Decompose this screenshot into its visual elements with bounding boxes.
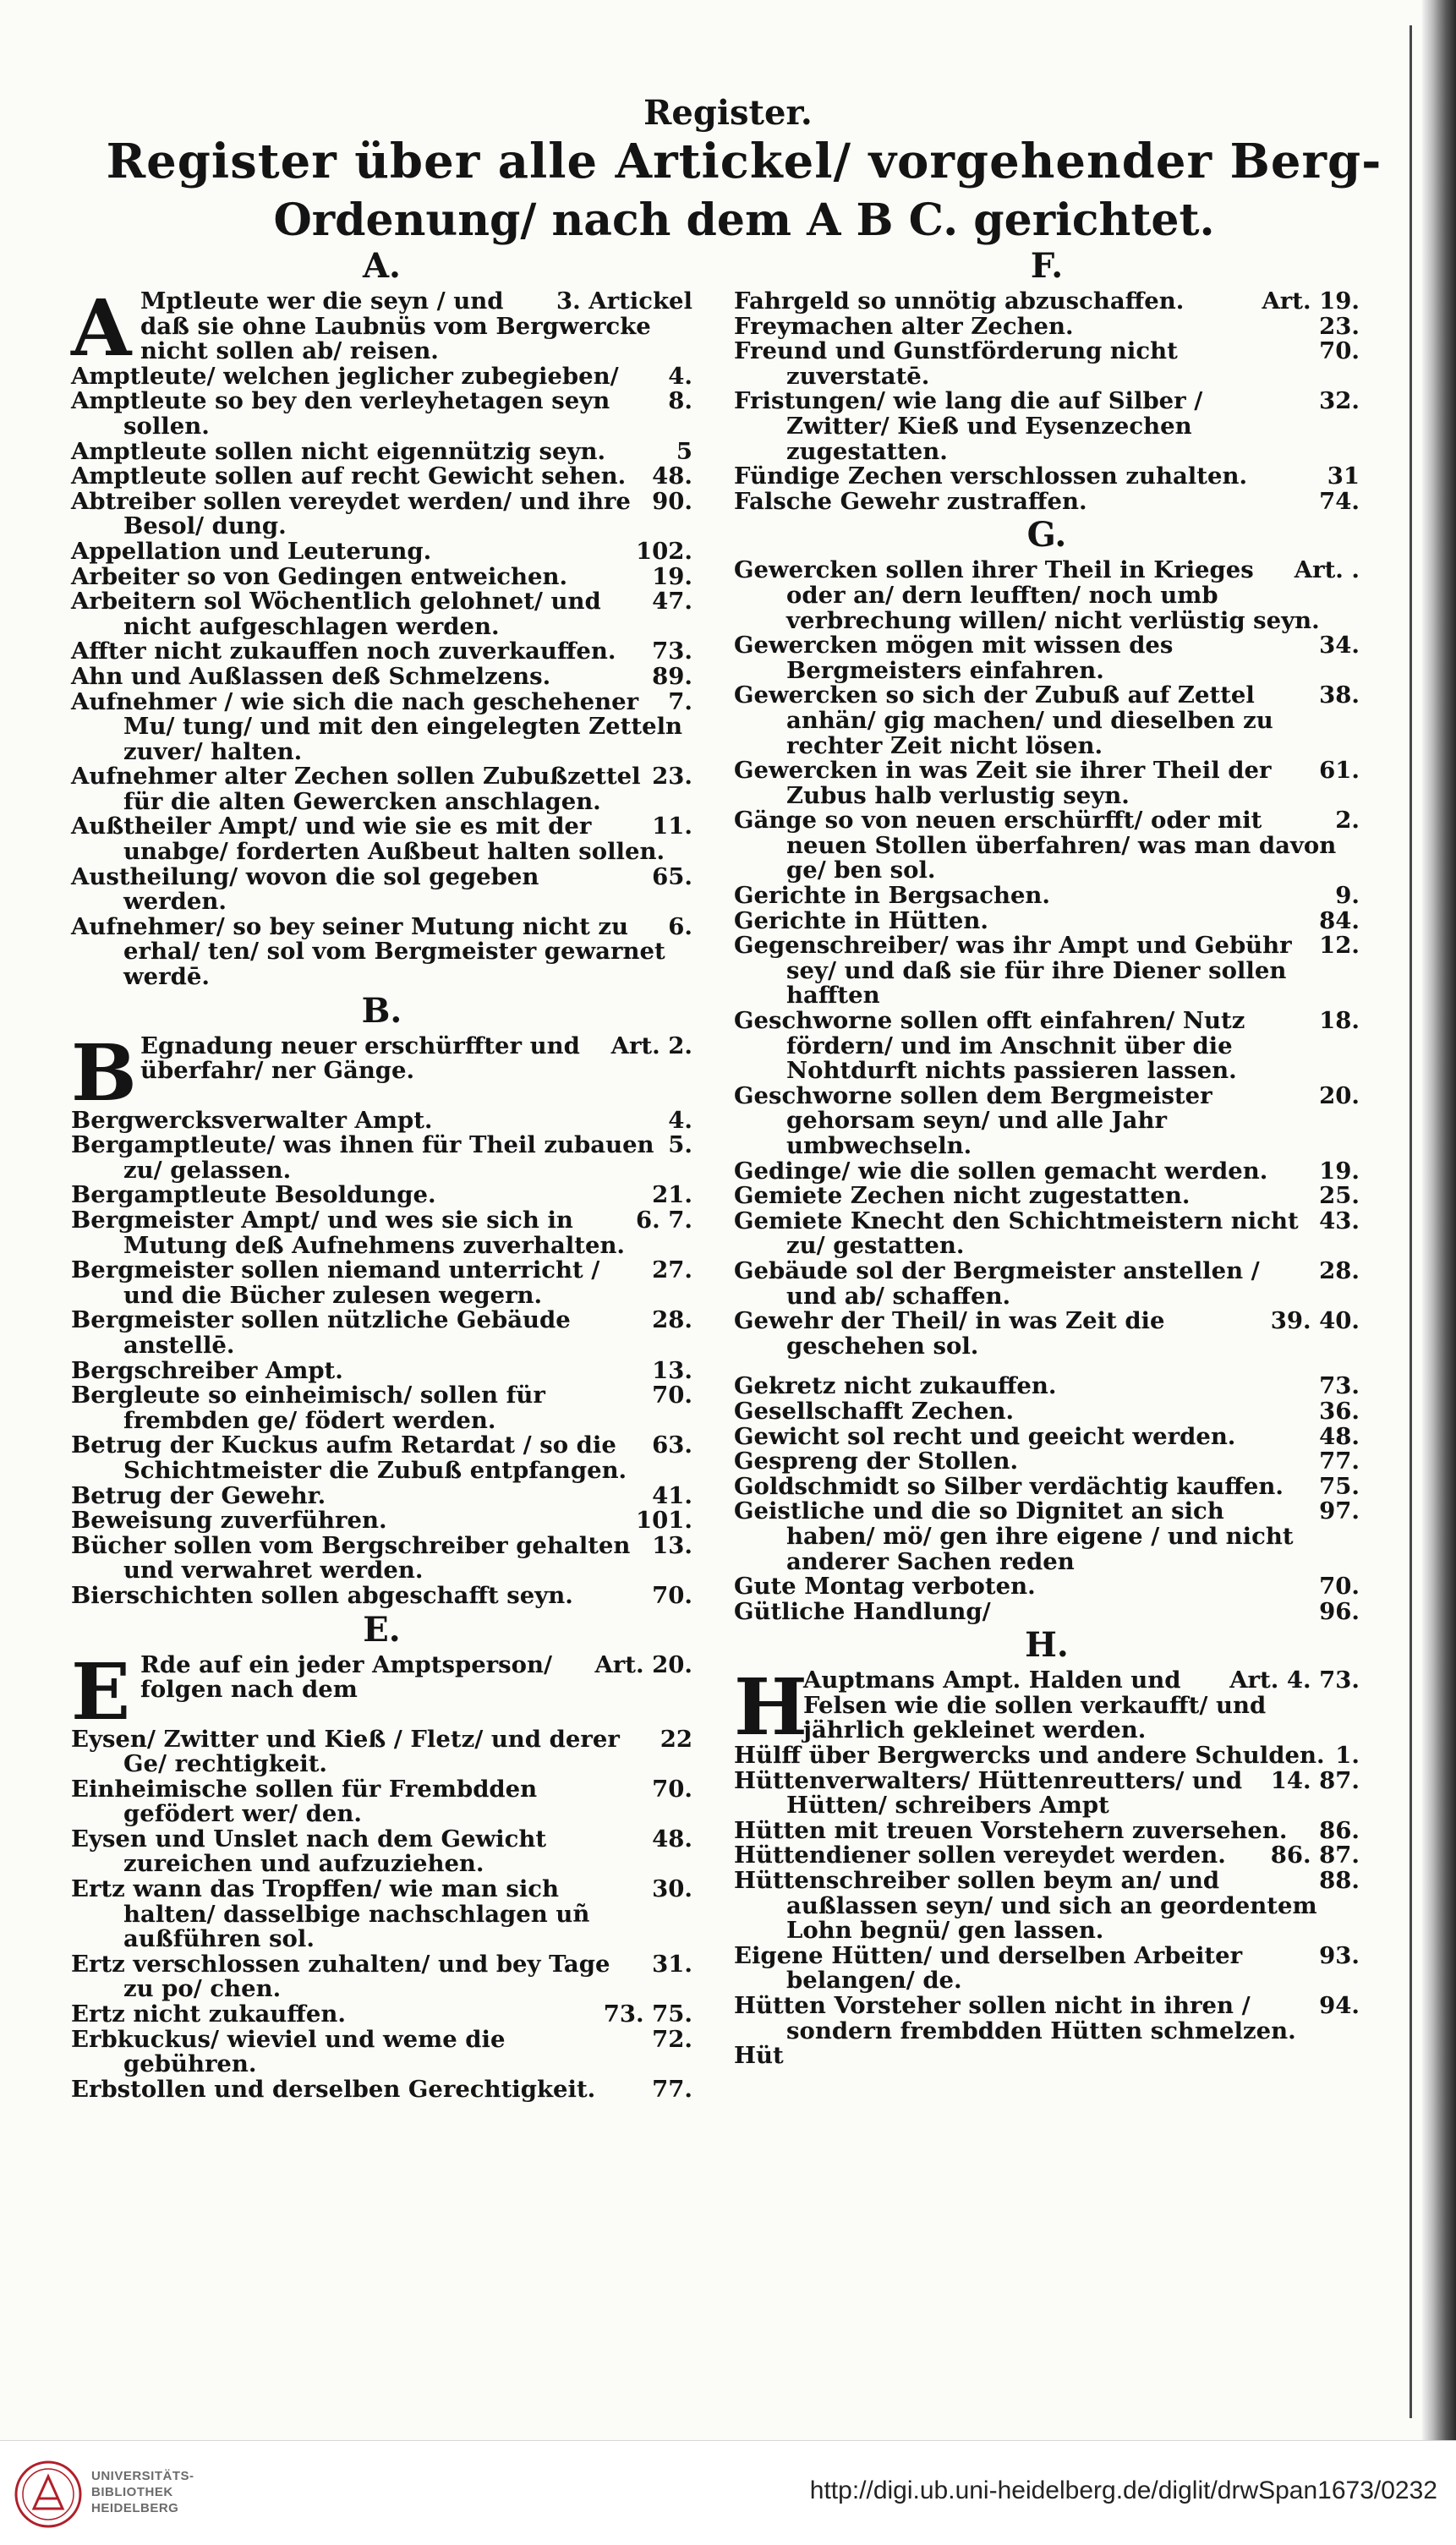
source-url-link[interactable]: http://digi.ub.uni-heidelberg.de/diglit/drwSpan1673/0232 [809,2477,1437,2504]
article-reference: 96. [1319,1597,1360,1625]
register-entry [734,1941,1360,1995]
article-reference: 73. [652,638,692,665]
register-entry [71,437,692,465]
article-reference: Art. 19. [1262,287,1360,315]
register-entry [71,814,692,864]
article-reference: 72. [652,2025,692,2053]
entry-text: Gewehr der Theil/ in was Zeit die geschehen sol. [734,1307,1165,1360]
register-entry [734,1597,1360,1625]
drop-capital: H [734,1661,807,1754]
register-entry [734,758,1360,808]
article-reference: Art. 2. [610,1032,692,1059]
article-reference: 20. [1319,1081,1360,1109]
register-entry [71,539,692,565]
library-name-line-2: BIBLIOTHEK [91,2485,173,2499]
register-entry [734,1399,1360,1425]
article-reference: 13. [652,1356,692,1384]
entry-text: Ertz wann das Tropffen/ wie man sich halten/ dasselbige nachschlagen uñ außführen sol. [71,1875,590,1953]
register-entry [71,1258,692,1308]
article-reference: 28. [1319,1256,1360,1284]
entry-text: Bergamptleute/ was ihnen für Theil zubauen zu/ gelassen. [71,1131,654,1184]
section-letter-heading: B. [361,990,402,1031]
entry-text: Eigene Hütten/ und derselben Arbeiter belangen/ de. [734,1941,1243,1995]
entry-text: Ertz verschlossen zuhalten/ und bey Tage zu po/ chen. [71,1950,610,2003]
entry-text: Gänge so von neuen erschürfft/ oder mit neuen Stollen überfahren/ was man davon ge/ ben sol. [734,807,1337,884]
entry-text: Affter nicht zukauffen noch zuverkauffen. [71,638,616,665]
article-reference: 39. 40. [1270,1307,1360,1335]
register-entry [734,1422,1360,1450]
register-entry [71,2002,692,2028]
library-name-line-3: HEIDELBERG [91,2501,179,2515]
article-reference: 34. [1319,632,1360,660]
entry-text: Fahrgeld so unnötig abzuschaffen. [734,287,1185,315]
entry-text: Austheilung/ wovon die sol gegeben werden. [71,862,539,916]
entry-text: Rde auf ein jeder Amptsperson/ folgen nach dem [140,1650,553,1704]
article-reference: 19. [1319,1157,1360,1185]
article-reference: 22 [660,1725,692,1753]
article-reference: 65. [652,862,692,890]
register-entry [734,1081,1360,1159]
entry-text: Amptleute/ welchen jeglicher zubegieben/ [71,362,619,390]
register-entry [734,1499,1360,1574]
article-reference: 2. [1335,807,1360,835]
entry-text: Gegenschreiber/ was ihr Ampt und Gebühr sey/ und daß sie für ihre Diener sollen hafften [734,932,1292,1010]
register-entry [71,562,692,590]
article-reference: 13. [652,1531,692,1559]
article-reference: 97. [1319,1497,1360,1525]
register-entry [71,1208,692,1258]
entry-text: Einheimische sollen für Frembdden gefödert wer/ den. [71,1775,538,1828]
entry-text: Gewercken sollen ihrer Theil in Krieges oder an/ dern leufften/ noch umb verbrechung willen/ nicht verlüstig seyn. [734,556,1320,634]
article-reference: 12. [1319,932,1360,960]
entry-text: Arbeitern sol Wöchentlich gelohnet/ und nicht aufgeschlagen werden. [71,588,601,640]
register-entry [734,683,1360,758]
register-entry [734,1009,1360,1084]
register-entry [734,487,1360,515]
article-reference: Art. 4. 73. [1229,1667,1360,1694]
article-reference: 63. [652,1431,692,1459]
article-reference: 5 [676,437,692,465]
section-letter-heading: A. [363,246,401,286]
entry-text: Bergschreiber Ampt. [71,1356,343,1384]
register-entry [71,2025,692,2078]
register-entry [71,1026,692,1119]
register-entry [734,389,1360,464]
left-column [71,245,692,2102]
register-entry [734,289,1360,315]
article-reference: 6. 7. [636,1207,692,1234]
register-title-line-2: Ordenung/ nach dem A B C. gerichtet. [273,194,1215,246]
entry-text: Hüttendiener sollen vereydet werden. [734,1842,1226,1869]
running-head: Register. [643,93,813,133]
article-reference: 94. [1319,1992,1360,2019]
article-reference: 41. [652,1481,692,1509]
article-reference: 70. [652,1775,692,1803]
register-entry [734,933,1360,1009]
register-entry [734,1209,1360,1259]
register-entry [71,589,692,639]
article-reference: 70. [1319,1573,1360,1601]
entry-text: Aufnehmer alter Zechen sollen Zubußzettel für die alten Gewercken anschlagen. [71,763,641,815]
entry-text: Gütliche Handlung/ [734,1597,991,1625]
register-entry [734,464,1360,490]
article-reference: 36. [1319,1397,1360,1425]
register-entry [71,662,692,690]
article-reference: 48. [1319,1422,1360,1450]
page-binding-edge [1422,0,1456,2440]
register-entry [734,558,1360,633]
library-name[interactable] [91,2468,194,2516]
entry-text: Abtreiber sollen vereydet werden/ und ihre Besol/ dung. [71,487,631,540]
article-reference: 31 [1327,462,1360,490]
article-reference: 70. [652,1581,692,1609]
right-column [734,245,1360,2069]
entry-text: Gemiete Zechen nicht zugestatten. [734,1182,1191,1210]
entry-text: Fündige Zechen verschlossen zuhalten. [734,462,1248,490]
article-reference: 23. [652,763,692,791]
entry-text: Gebäude sol der Bergmeister anstellen / und ab/ schaffen. [734,1256,1260,1310]
article-reference: 11. [652,813,692,840]
article-reference: 47. [652,588,692,616]
register-entry [71,912,692,991]
entry-text: Egnadung neuer erschürffter und überfahr/ ner Gänge. [140,1032,580,1085]
article-reference: 31. [652,1950,692,1978]
register-entry [734,1256,1360,1310]
register-entry [71,464,692,490]
entry-text: Bergwercksverwalter Ampt. [71,1106,433,1134]
register-entry [734,2044,1360,2069]
entry-text: Hütten Vorsteher sollen nicht in ihren / sondern frembdden Hütten schmelzen. [734,1992,1296,2044]
entry-text: Erbstollen und derselben Gerechtigkeit. [71,2075,596,2103]
entry-text: Amptleute sollen auf recht Gewicht sehen. [71,462,627,490]
entry-text: Gespreng der Stollen. [734,1448,1019,1475]
section-letter-heading: G. [1026,515,1067,556]
university-library-seal-icon[interactable] [14,2460,83,2529]
article-reference: 86. 87. [1270,1842,1360,1869]
register-entry [734,1449,1360,1475]
article-reference: 21. [652,1181,692,1209]
entry-text: Bücher sollen vom Bergschreiber gehalten und verwahret werden. [71,1531,631,1584]
register-entry [71,1508,692,1534]
register-entry [734,1869,1360,1944]
register-entry [71,1581,692,1609]
register-entry [734,1374,1360,1399]
article-reference: 86. [1319,1816,1360,1844]
entry-text: Geistliche und die so Dignitet an sich haben/ mö/ gen ihre eigene / und nicht anderer Sachen reden [734,1497,1294,1575]
entry-text: Arbeiter so von Gedingen entweichen. [71,562,568,590]
entry-text: Gute Montag verboten. [734,1573,1036,1601]
entry-text: Bergmeister sollen niemand unterricht / und die Bücher zulesen wegern. [71,1256,600,1309]
register-entry [71,1308,692,1358]
article-reference: 9. [1335,882,1360,910]
entry-text: Gemiete Knecht den Schichtmeistern nicht zu/ gestatten. [734,1207,1299,1260]
entry-text: Betrug der Gewehr. [71,1481,326,1509]
register-entry [71,639,692,665]
entry-text: Gerichte in Hütten. [734,906,988,934]
register-entry [71,1827,692,1877]
entry-text: Bergmeister sollen nützliche Gebäude anstellē. [71,1306,571,1359]
article-reference: 89. [652,662,692,690]
register-entry [71,1877,692,1952]
register-entry [71,1777,692,1827]
section-letter-heading: E. [363,1609,401,1650]
entry-text: Hüttenverwalters/ Hüttenreutters/ und Hütten/ schreibers Ampt [734,1766,1243,1820]
article-reference: 30. [652,1875,692,1903]
article-reference: 32. [1319,387,1360,415]
register-entry [734,1184,1360,1209]
entry-text: Bergamptleute Besoldunge. [71,1181,436,1209]
register-entry [734,884,1360,909]
register-entry [71,1481,692,1509]
register-entry [71,1383,692,1433]
entry-text: Gedinge/ wie die sollen gemacht werden. [734,1157,1268,1185]
entry-text: Gesellschafft Zechen. [734,1397,1015,1425]
register-entry [71,2077,692,2103]
register-entry [71,1645,692,1738]
article-reference: 8. [668,387,692,415]
article-reference: 43. [1319,1207,1360,1234]
entry-text: Gerichte in Bergsachen. [734,882,1051,910]
article-reference: 19. [652,562,692,590]
article-reference: 88. [1319,1867,1360,1895]
article-reference: 70. [1319,337,1360,365]
register-entry [71,1133,692,1183]
register-entry [71,364,692,390]
article-reference: 27. [652,1256,692,1284]
register-entry [71,1531,692,1584]
entry-text: Bierschichten sollen abgeschafft seyn. [71,1581,573,1609]
entry-text: Gekretz nicht zukauffen. [734,1372,1057,1400]
register-entry [71,764,692,814]
article-reference: 6. [668,912,692,940]
entry-text: Hüt [734,2042,784,2070]
entry-text: Auptmans Ampt. Halden und Felsen wie die sollen verkaufft/ und jährlich gekleinet werden. [803,1667,1267,1744]
register-entry [734,1743,1360,1769]
section-letter-heading: H. [1025,1625,1069,1666]
register-entry [734,1472,1360,1500]
register-entry [71,1727,692,1777]
entry-text: Betrug der Kuckus aufm Retardat / so die Schichtmeister die Zubuß entpfangen. [71,1431,627,1484]
article-reference: 7. [668,687,692,715]
article-reference: Art. 20. [594,1650,692,1678]
register-entry [734,1574,1360,1600]
article-reference: 3. Artickel [556,287,692,315]
entry-text: Falsche Gewehr zustraffen. [734,487,1087,515]
article-reference: 90. [652,487,692,515]
register-title-line-1: Register über alle Artickel/ vorgehender Berg- [106,134,1382,189]
entry-text: Bergmeister Ampt/ und wes sie sich in Mutung deß Aufnehmens zuverhalten. [71,1207,626,1259]
page-border-line [1409,25,1412,2418]
entry-text: Ertz nicht zukauffen. [71,2000,346,2028]
register-entry [734,1843,1360,1869]
viewer-footer [0,2440,1456,2545]
entry-text: Aufnehmer / wie sich die nach geschehener Mu/ tung/ und mit den eingelegten Zetteln zuver/ halten. [71,687,683,765]
entry-text: Gewercken so sich der Zubuß auf Zettel anhän/ gig machen/ und dieselben zu rechter Zeit nicht lösen. [734,681,1273,759]
register-entry [734,1816,1360,1844]
entry-text: Amptleute so bey den verleyhetagen seyn sollen. [71,387,610,440]
entry-text: Beweisung zuverführen. [71,1507,387,1535]
article-reference: 74. [1319,487,1360,515]
entry-text: Appellation und Leuterung. [71,537,432,565]
article-reference: 73. [1319,1372,1360,1400]
article-reference: 48. [652,462,692,490]
article-reference: 101. [636,1507,692,1535]
library-name-line-1: UNIVERSITÄTS- [91,2469,194,2483]
article-reference: 38. [1319,681,1360,709]
article-reference: 18. [1319,1007,1360,1035]
entry-text: Freymachen alter Zechen. [734,312,1074,340]
entry-text: Bergleute so einheimisch/ sollen für frembden ge/ födert werden. [71,1382,545,1434]
entry-text: Amptleute sollen nicht eigennützig seyn. [71,437,606,465]
drop-capital: A [71,282,132,374]
entry-text: Hütten mit treuen Vorstehern zuversehen. [734,1816,1288,1844]
register-entry [734,339,1360,389]
article-reference: 77. [1319,1448,1360,1475]
article-reference: 48. [652,1825,692,1853]
entry-text: Aufnehmer/ so bey seiner Mutung nicht zu erhal/ ten/ sol vom Bergmeister gewarnet werdē. [71,912,665,991]
register-entry [71,687,692,765]
entry-text: Freund und Gunstförderung nicht zuverstatē. [734,337,1178,390]
entry-text: Ahn und Außlassen deß Schmelzens. [71,662,551,690]
article-reference: 84. [1319,906,1360,934]
entry-text: Geschworne sollen offt einfahren/ Nutz fördern/ und im Anschnit über die Nohtdurft nichts passieren lassen. [734,1007,1245,1085]
register-entry [734,312,1360,340]
article-reference: 70. [652,1382,692,1409]
register-entry [71,1952,692,2002]
article-reference: 93. [1319,1941,1360,1969]
register-entry [71,862,692,916]
entry-text: Hülff über Bergwercks und andere Schulden. [734,1742,1325,1770]
article-reference: 14. 87. [1270,1766,1360,1794]
register-entry [734,1159,1360,1185]
entry-text: Erbkuckus/ wieviel und weme die gebühren. [71,2025,506,2078]
entry-text: Geschworne sollen dem Bergmeister gehorsam seyn/ und alle Jahr umbwechseln. [734,1081,1212,1159]
entry-text: Eysen und Unslet nach dem Gewicht zureichen und aufzuziehen. [71,1825,547,1878]
entry-text: Hüttenschreiber sollen beym an/ und außlassen seyn/ und sich an geordentem Lohn begnü/ gen lassen. [734,1867,1317,1945]
register-entry [734,1661,1360,1754]
article-reference: 61. [1319,757,1360,785]
register-entry [71,487,692,540]
drop-capital: E [71,1645,131,1738]
article-reference: 4. [668,362,692,390]
article-reference: 23. [1319,312,1360,340]
entry-text: Fristungen/ wie lang die auf Silber / Zwitter/ Kieß und Eysenzechen zugestatten. [734,387,1203,465]
drop-capital: B [71,1026,137,1119]
article-reference: 4. [668,1106,692,1134]
entry-text: Mptleute wer die seyn / und daß sie ohne Laubnüs vom Bergwercke nicht sollen ab/ reisen. [140,287,651,365]
register-entry [734,1994,1360,2044]
article-reference: 75. [1319,1472,1360,1500]
register-entry [734,1766,1360,1820]
article-reference: 1. [1335,1742,1360,1770]
entry-text: Gewercken mögen mit wissen des Bergmeisters einfahren. [734,632,1174,684]
article-reference: 25. [1319,1182,1360,1210]
article-reference: 28. [652,1306,692,1334]
register-entry [734,808,1360,884]
register-entry [734,633,1360,683]
register-entry [71,282,692,374]
entry-text: Gewicht sol recht und geeicht werden. [734,1422,1236,1450]
article-reference: Art. . [1294,556,1360,584]
section-letter-heading: F. [1030,246,1064,286]
register-entry [71,1183,692,1208]
article-reference: 102. [636,537,692,565]
entry-text: Außtheiler Ampt/ und wie sie es mit der unabge/ forderten Außbeut halten sollen. [71,813,665,866]
entry-text: Gewercken in was Zeit sie ihrer Theil der Zubus halb verlustig seyn. [734,757,1272,809]
register-entry [734,906,1360,934]
register-entry [734,1309,1360,1359]
register-entry [71,389,692,439]
entry-text: Eysen/ Zwitter und Kieß / Fletz/ und derer Ge/ rechtigkeit. [71,1725,620,1778]
register-entry [71,1108,692,1134]
article-reference: 73. 75. [603,2000,692,2028]
register-entry [71,1433,692,1483]
register-entry [71,1356,692,1384]
article-reference: 5. [668,1131,692,1159]
article-reference: 77. [652,2075,692,2103]
entry-text: Goldschmidt so Silber verdächtig kauffen. [734,1472,1284,1500]
